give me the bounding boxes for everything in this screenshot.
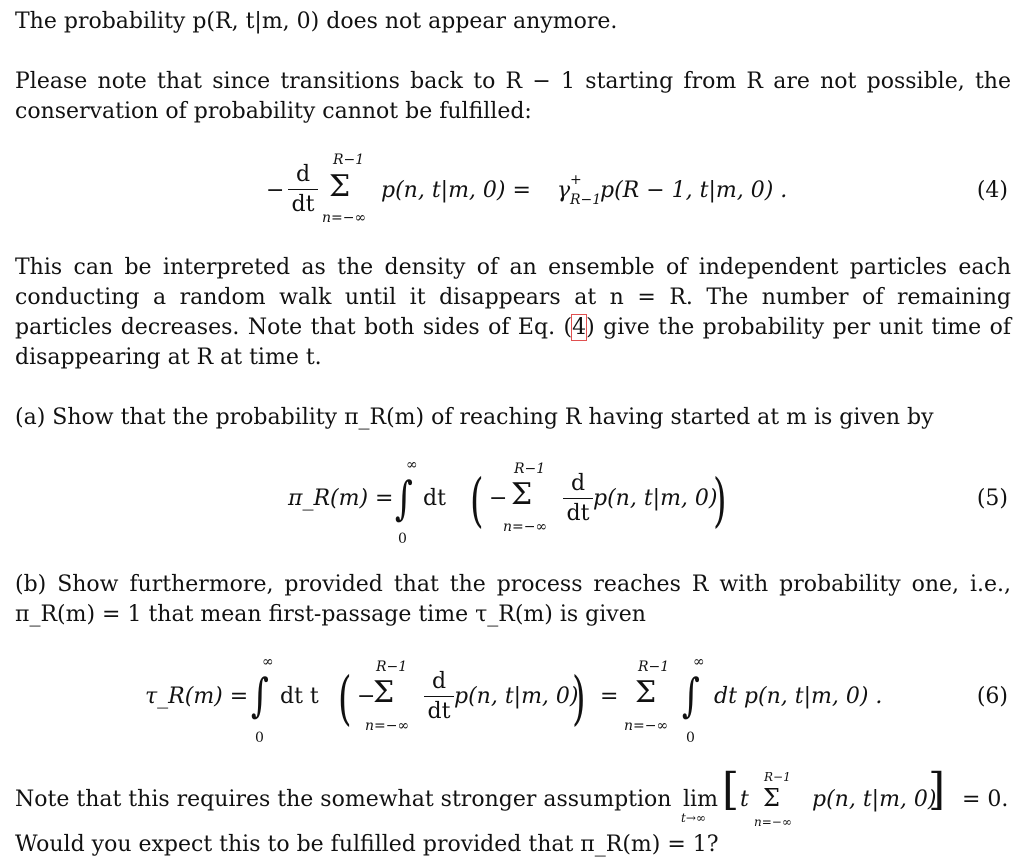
equation-4 [0,148,1028,238]
limit-lim: lim [683,787,718,812]
limit-bracket-left: [ [722,764,740,815]
eq5-minus: − [489,486,508,511]
paragraph-note [15,787,671,812]
eq6-minus: − [357,684,376,709]
eq4-sum-lower: n=−∞ [322,210,367,226]
text-interpretation-a: This can be interpreted as the density of an ensemble of independent particles each conducting a random walk until it disappears at n = R. The number of remaining particles decreases. Note that both sides of Eq. ( [15,255,1011,340]
eq4-sum-upper: R−1 [333,152,365,168]
eq6-sum2-lower: n=−∞ [624,718,669,734]
eq4-derivative [288,162,318,217]
eq6-int2-lower: 0 [686,730,695,746]
eq4-minus: − [266,178,285,203]
text-note: Note that this requires the somewhat stronger assumption [15,787,672,812]
paragraph-question [15,832,719,857]
eq4-lhs-body: p(n, t|m, 0) = [381,178,531,203]
eq6-int2-upper: ∞ [693,654,705,670]
eq5-frac-bar [563,498,593,499]
eq-ref-link[interactable]: 4 [572,315,587,340]
eq4-number: (4) [976,178,1008,203]
eq6-body: p(n, t|m, 0) [454,684,579,709]
limit-sub: t→∞ [681,811,706,825]
eq6-sum-upper: R−1 [376,659,408,675]
eq5-integral: ∫ [395,471,413,525]
paragraph-part-a [15,403,1011,433]
eq6-derivative [424,669,454,724]
eq6-paren-right: ) [572,664,586,732]
limit-body: p(n, t|m, 0) [812,787,937,812]
eq5-lhs: π_R(m) = [288,486,394,511]
eq6-lhs: τ_R(m) = [145,684,249,709]
eq5-sum-lower: n=−∞ [503,519,548,535]
equation-6 [0,652,1028,746]
eq6-d: d [431,669,447,694]
paragraph-intro [15,7,1011,37]
eq4-rhs-body: p(R − 1, t|m, 0) . [600,178,788,203]
eq4-gamma-sub: R−1 [570,192,602,208]
eq5-body: p(n, t|m, 0) [593,486,718,511]
eq5-d: d [570,471,586,496]
equation-5 [0,455,1028,545]
eq5-number: (5) [976,486,1008,511]
eq6-integral2: ∫ [682,668,700,722]
limit-t: t [740,787,749,812]
eq5-sum-upper: R−1 [514,461,546,477]
limit-bracket-right: ] [928,764,946,815]
text-conservation: Please note that since transitions back to R − 1 starting from R are not possible, the conservation of probability cannot be fulfilled: [15,69,1011,124]
text-interpretation-b: ) give the probability per unit time of disappearing at R at time t. [15,315,1011,370]
limit-sigma: Σ [763,784,780,812]
eq6-sigma2: Σ [635,675,657,710]
eq4-sigma: Σ [329,169,351,204]
eq5-dt: dt [423,486,446,511]
eq5-derivative [563,471,593,526]
eq6-paren-left: ( [338,664,352,732]
eq4-dt: dt [291,192,315,217]
eq6-integral: ∫ [251,668,269,722]
eq5-int-upper: ∞ [406,457,418,473]
eq4-gamma: γ [557,178,571,203]
eq4-d: d [295,162,311,187]
eq6-int-upper: ∞ [262,654,274,670]
text-part-a: (a) Show that the probability π_R(m) of reaching R having started at m is given by [15,405,934,430]
paragraph-interpretation [15,253,1011,373]
eq5-paren-left: ( [470,466,484,534]
eq6-int-lower: 0 [255,730,264,746]
eq6-frac-bar [424,696,454,697]
eq6-number: (6) [976,684,1008,709]
eq4-frac-bar [288,189,318,190]
limit-sum-upper: R−1 [764,770,791,784]
text-intro: The probability p(R, t|m, 0) does not appear anymore. [15,9,618,34]
eq5-dt2: dt [566,501,590,526]
eq6-sigma: Σ [373,675,395,710]
eq5-sigma: Σ [511,477,533,512]
eq6-dt2: dt [427,699,451,724]
eq6-rhs: dt p(n, t|m, 0) . [714,684,883,709]
text-question: Would you expect this to be fulfilled provided that π_R(m) = 1? [15,832,719,857]
eq5-paren-right: ) [713,466,727,534]
eq6-sum2-upper: R−1 [638,659,670,675]
eq5-int-lower: 0 [398,531,407,547]
eq6-sum-lower: n=−∞ [365,718,410,734]
paragraph-part-b [15,570,1011,630]
paragraph-conservation [15,67,1011,127]
eq4-gamma-sup: + [570,172,582,188]
eq6-equals: = [600,684,619,709]
limit-sum-lower: n=−∞ [754,815,792,829]
eq6-dtt: dt t [280,684,319,709]
limit-result: = 0. [962,787,1009,812]
text-part-b: (b) Show furthermore, provided that the process reaches R with probability one, i.e., π_R(m) = 1 that mean first-passage time τ_R(m) is given [15,572,1011,627]
